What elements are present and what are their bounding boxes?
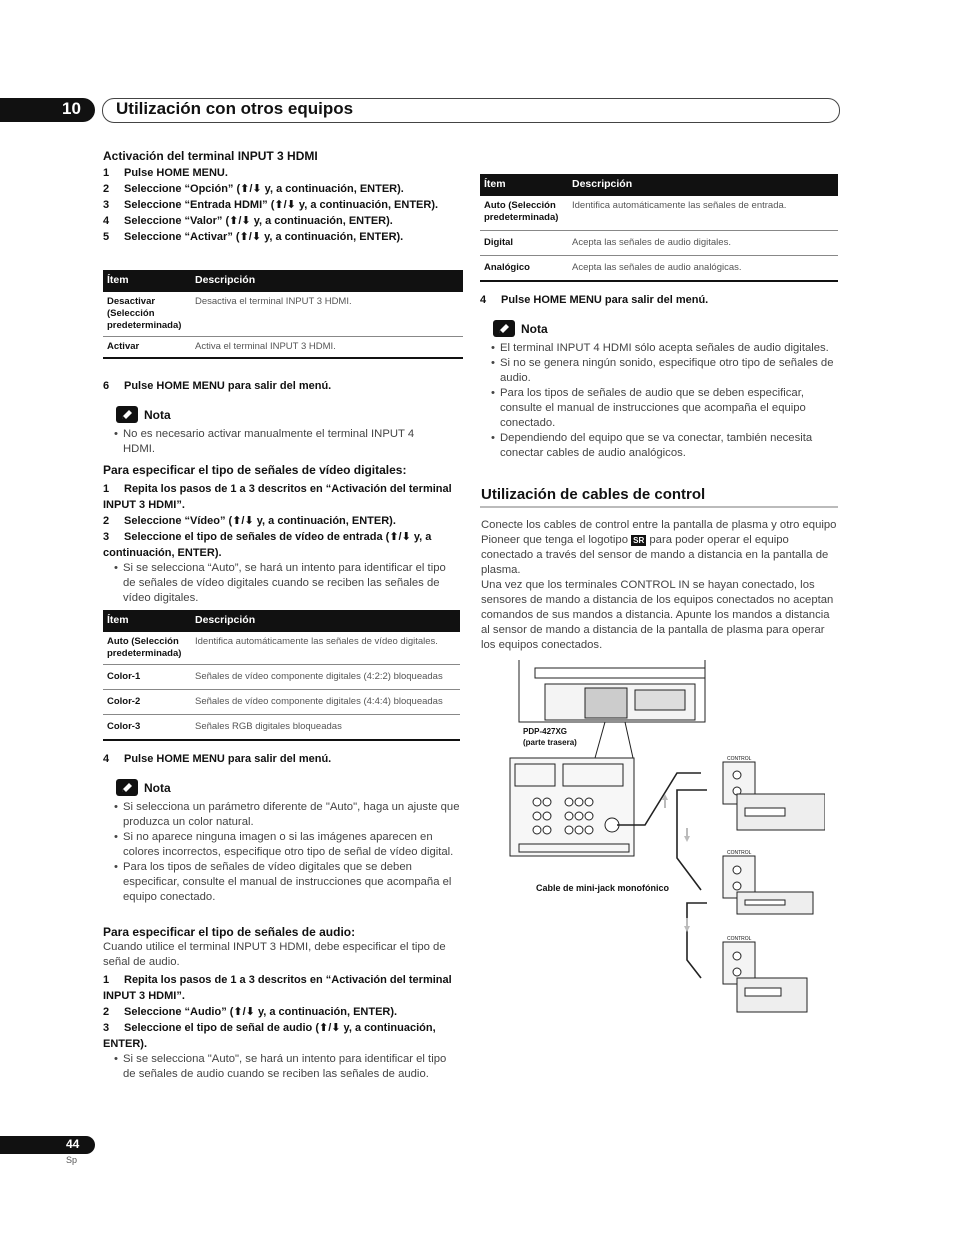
control-label: CONTROL — [727, 936, 752, 942]
pencil-note-icon — [116, 779, 138, 796]
paragraph-text: Una vez que los terminales CONTROL IN se hayan conectado, los sensores de mando a distancia de los equipos conectados no aceptan comandos de sus mandos a distancia. Apunte los mandos a distancia al sensor de mando a distancia de la pantalla de plasma para operar los equipos conectados. — [481, 579, 834, 651]
table-cell: Activa el terminal INPUT 3 HDMI. — [191, 337, 463, 359]
note-list-1 — [103, 427, 448, 457]
table-row — [103, 665, 460, 690]
section-rule — [480, 506, 838, 508]
step-item: 2 Seleccione “Opción” (⬆/⬇ y, a continuación, ENTER). — [103, 183, 404, 195]
panel-rear-illustration — [510, 660, 705, 856]
table-cell: Acepta las señales de audio analógicas. — [568, 256, 838, 282]
table-row — [103, 337, 463, 359]
note-bullet: • Dependiendo del equipo que se va conectar, también necesita conectar cables de audio analógicos. — [480, 431, 838, 461]
table-row — [480, 196, 838, 231]
table-cell: Auto (Selección predeterminada) — [103, 632, 191, 665]
step-item: 3 Seleccione “Entrada HDMI” (⬆/⬇ y, a continuación, ENTER). — [103, 199, 439, 211]
note-bullet: • Si no se genera ningún sonido, especifique otro tipo de señales de audio. — [480, 356, 838, 386]
step-item: 5 Seleccione “Activar” (⬆/⬇ y, a continuación, ENTER). — [103, 231, 404, 243]
table-row — [103, 715, 460, 741]
section-heading: Activación del terminal INPUT 3 HDMI — [103, 149, 318, 163]
pencil-note-icon — [493, 320, 515, 337]
note-bullet: • Si no aparece ninguna imagen o si las imágenes aparecen en colores incorrectos, especifique otro tipo de señal de vídeo digital. — [103, 830, 460, 860]
step-item: 6 Pulse HOME MENU para salir del menú. — [103, 380, 332, 392]
table-cell: Identifica automáticamente las señales de entrada. — [568, 196, 838, 231]
panel-rear-label: (parte trasera) — [523, 738, 577, 747]
sr-logo: SR — [633, 535, 645, 545]
table-cell: Color-1 — [103, 665, 191, 690]
note-bullet: • Para los tipos de señales de vídeo digitales que se deben especificar, consulte el manual de instrucciones que acompaña el equipo conectado. — [103, 860, 460, 905]
note-bullet: • El terminal INPUT 4 HDMI sólo acepta señales de audio digitales. — [480, 341, 838, 356]
table-video-signal — [103, 610, 460, 741]
section-heading: Para especificar el tipo de señales de audio: — [103, 925, 356, 939]
table-cell: Señales de vídeo componente digitales (4:4:4) bloqueadas — [191, 690, 460, 715]
note-bullet: • Si selecciona un parámetro diferente de "Auto", haga un ajuste que produzca un color natural. — [103, 800, 460, 830]
step-bullets — [103, 1052, 453, 1082]
note-header — [116, 406, 171, 423]
note-bullet: • Para los tipos de señales de audio que se deben especificar, consulte el manual de instrucciones que acompaña el equipo conectado. — [480, 386, 838, 431]
section-title: Utilización de cables de control — [481, 486, 706, 503]
step-bullet: • Si se selecciona "Auto", se hará un intento para identificar el tipo de señales de audio cuando se reciben las señales de audio. — [103, 1052, 453, 1082]
table-audio-signal — [480, 174, 838, 282]
step-item: 4 Pulse HOME MENU para salir del menú. — [103, 753, 332, 765]
step-item: 3 Seleccione el tipo de señal de audio (⬆/⬇ y, a continuación, ENTER). — [103, 1022, 436, 1050]
signal-arrows — [662, 794, 690, 932]
video-signal-section — [103, 463, 463, 606]
table-row — [103, 632, 460, 665]
cable-label: Cable de mini-jack monofónico — [536, 883, 670, 893]
control-label: CONTROL — [727, 756, 752, 762]
equipment-1 — [723, 762, 825, 830]
table-row — [103, 690, 460, 715]
table-cell: Identifica automáticamente las señales de vídeo digitales. — [191, 632, 460, 665]
chapter-number: 10 — [62, 99, 81, 118]
step-item: 1 Repita los pasos de 1 a 3 descritos en “Activación del terminal INPUT 3 HDMI”. — [103, 483, 452, 511]
note-bullet: • No es necesario activar manualmente el terminal INPUT 4 HDMI. — [103, 427, 448, 457]
page-number: 44 — [66, 1137, 80, 1151]
table-header-cell: Descripción — [191, 610, 460, 632]
step-item: 4 Pulse HOME MENU para salir del menú. — [480, 294, 709, 306]
table-cell: Color-2 — [103, 690, 191, 715]
note-header — [493, 320, 548, 337]
step-item: 2 Seleccione “Audio” (⬆/⬇ y, a continuación, ENTER). — [103, 1006, 398, 1018]
table-header-cell: Ítem — [103, 610, 191, 632]
table-header-cell: Descripción — [568, 174, 838, 196]
table-cell: Desactiva el terminal INPUT 3 HDMI. — [191, 292, 463, 337]
table-input3-hdmi — [103, 270, 463, 359]
note-header — [116, 779, 171, 796]
paragraph-text: para poder operar el equipo conectado a través del sensor de mando a distancia en la pantalla de plasma. — [481, 534, 829, 576]
paragraph-text: Conecte los cables de control entre la pantalla de plasma y otro equipo Pioneer que tenga el logotipo — [481, 519, 837, 546]
note-list-3 — [480, 341, 838, 461]
table-header-cell: Ítem — [480, 174, 568, 196]
note-label: Nota — [144, 407, 171, 422]
section-heading: Para especificar el tipo de señales de vídeo digitales: — [103, 463, 407, 477]
table-cell: Desactivar (Selección predeterminada) — [103, 292, 191, 337]
equipment-2 — [723, 856, 813, 914]
note-label: Nota — [521, 321, 548, 336]
table-cell: Acepta las señales de audio digitales. — [568, 231, 838, 256]
table-cell: Analógico — [480, 256, 568, 282]
chapter-title: Utilización con otros equipos — [116, 99, 354, 118]
step-item: 2 Seleccione “Vídeo” (⬆/⬇ y, a continuación, ENTER). — [103, 515, 396, 527]
table-header-cell: Ítem — [103, 270, 191, 292]
section-intro: Cuando utilice el terminal INPUT 3 HDMI, debe especificar el tipo de señal de audio. — [103, 941, 446, 968]
control-label: CONTROL — [727, 850, 752, 856]
table-header-row — [103, 270, 463, 292]
audio-signal-section — [103, 925, 463, 1082]
step-bullets — [103, 561, 453, 606]
table-cell: Digital — [480, 231, 568, 256]
table-row — [480, 231, 838, 256]
note-label: Nota — [144, 780, 171, 795]
control-cable-text — [481, 518, 837, 653]
step-item: 1 Pulse HOME MENU. — [103, 167, 228, 179]
panel-model-label: PDP-427XG — [523, 727, 568, 736]
table-row — [480, 256, 838, 282]
equipment-3 — [723, 942, 807, 1012]
steps-list-1 — [103, 165, 463, 245]
pencil-note-icon — [116, 406, 138, 423]
table-cell: Activar — [103, 337, 191, 359]
page-number-tab — [0, 1136, 95, 1154]
table-header-row — [103, 610, 460, 632]
step-bullet: • Si se selecciona “Auto”, se hará un intento para identificar el tipo de señales de vídeo digitales cuando se reciben las señales de vídeo digitales. — [103, 561, 453, 606]
table-row — [103, 292, 463, 337]
left-column — [103, 149, 463, 245]
step-item: 4 Seleccione “Valor” (⬆/⬇ y, a continuación, ENTER). — [103, 215, 393, 227]
note-list-2 — [103, 800, 460, 905]
table-cell: Color-3 — [103, 715, 191, 741]
table-header-row — [480, 174, 838, 196]
step-item: 3 Seleccione el tipo de señales de vídeo de entrada (⬆/⬇ y, a continuación, ENTER). — [103, 531, 432, 559]
table-cell: Auto (Selección predeterminada) — [480, 196, 568, 231]
connection-diagram — [505, 660, 825, 1020]
table-cell: Señales RGB digitales bloqueadas — [191, 715, 460, 741]
step-item: 1 Repita los pasos de 1 a 3 descritos en “Activación del terminal INPUT 3 HDMI”. — [103, 974, 452, 1002]
table-cell: Señales de vídeo componente digitales (4:2:2) bloqueadas — [191, 665, 460, 690]
page-language: Sp — [66, 1155, 78, 1165]
table-header-cell: Descripción — [191, 270, 463, 292]
